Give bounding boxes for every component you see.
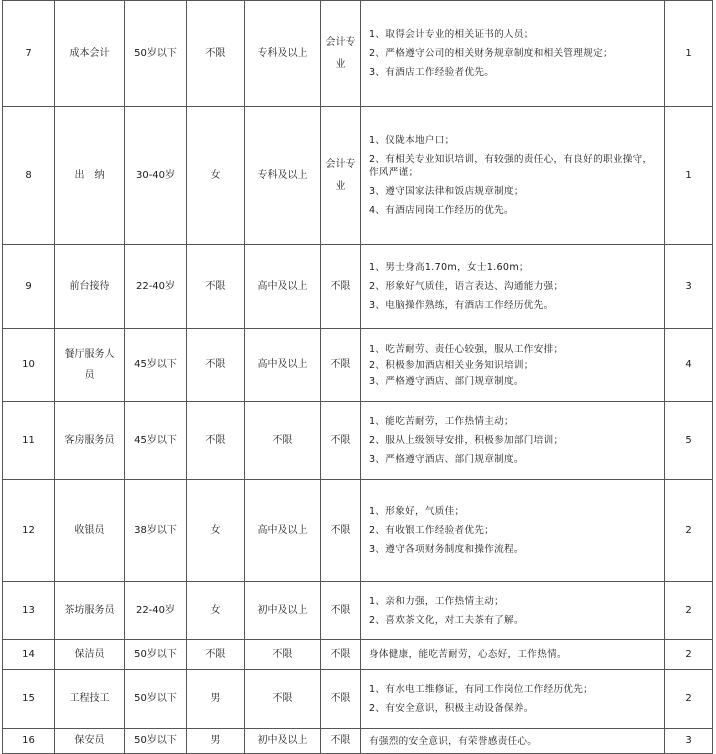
requirement-line: 2、有相关专业知识培训，有较强的责任心，有良好的职业操守，作风严谨； (369, 154, 653, 178)
education: 初中及以上 (245, 729, 321, 754)
gender: 女 (187, 480, 245, 582)
position-name: 成本会计 (55, 1, 125, 107)
requirement-line: 1、形象好，气质佳； (369, 506, 465, 517)
position-name: 收银员 (55, 480, 125, 582)
requirement-line: 2、形象好气质佳，语言表达、沟通能力强； (369, 281, 564, 292)
requirements (361, 1, 665, 107)
requirement-line: 3、有酒店工作经验者优先。 (369, 67, 495, 78)
headcount: 2 (665, 640, 713, 670)
table-row (3, 729, 713, 754)
requirement-line: 1、取得会计专业的相关证书的人员； (369, 29, 534, 40)
requirements (361, 582, 665, 640)
requirements (361, 640, 665, 670)
requirement-line: 1、仪陇本地户口； (369, 135, 455, 146)
major: 不限 (321, 245, 361, 329)
position-name: 出 纳 (55, 107, 125, 245)
education: 不限 (245, 640, 321, 670)
education: 专科及以上 (245, 107, 321, 245)
table-row (3, 402, 713, 480)
requirement-line: 2、喜欢茶文化，对工夫茶有了解。 (369, 614, 524, 626)
gender: 女 (187, 107, 245, 245)
row-number: 10 (3, 329, 55, 402)
headcount: 4 (665, 329, 713, 402)
education: 初中及以上 (245, 582, 321, 640)
requirement-line: 2、服从上级领导安排，积极参加部门培训； (369, 435, 564, 446)
requirement-line: 2、有安全意识，积极主动设备保养。 (369, 703, 534, 714)
position-name: 客房服务员 (55, 402, 125, 480)
table-row (3, 329, 713, 402)
age-limit: 50岁以下 (125, 1, 187, 107)
requirement-line: 1、有水电工维修证，有同工作岗位工作经历优先； (369, 684, 594, 695)
position-name: 保安员 (55, 729, 125, 754)
row-number: 14 (3, 640, 55, 670)
headcount: 1 (665, 107, 713, 245)
position-name: 保洁员 (55, 640, 125, 670)
table-row (3, 1, 713, 107)
education: 不限 (245, 670, 321, 729)
requirements (361, 729, 665, 754)
gender: 不限 (187, 640, 245, 670)
requirement-line: 3、遵守国家法律和饭店规章制度； (369, 186, 524, 197)
gender: 男 (187, 670, 245, 729)
row-number: 16 (3, 729, 55, 754)
major: 不限 (321, 640, 361, 670)
requirement-line: 有强烈的安全意识，有荣誉感责任心。 (369, 735, 538, 747)
requirement-line: 2、积极参加酒店相关业务知识培训； (369, 359, 534, 371)
major: 不限 (321, 402, 361, 480)
education: 高中及以上 (245, 480, 321, 582)
headcount: 2 (665, 582, 713, 640)
age-limit: 22-40岁 (125, 245, 187, 329)
requirement-line: 身体健康，能吃苦耐劳，心态好，工作热情。 (369, 649, 567, 660)
table-row (3, 670, 713, 729)
row-number: 9 (3, 245, 55, 329)
age-limit: 50岁以下 (125, 640, 187, 670)
requirement-line: 2、严格遵守公司的相关财务规章制度和相关管理规定； (369, 48, 613, 59)
major: 不限 (321, 480, 361, 582)
requirements (361, 329, 665, 402)
requirement-line: 1、能吃苦耐劳，工作热情主动； (369, 416, 514, 427)
requirement-line: 1、男士身高1.70m，女士1.60m； (369, 262, 529, 273)
requirements (361, 245, 665, 329)
headcount: 5 (665, 402, 713, 480)
education: 不限 (245, 402, 321, 480)
gender: 不限 (187, 1, 245, 107)
row-number: 7 (3, 1, 55, 107)
age-limit: 50岁以下 (125, 670, 187, 729)
major: 不限 (321, 670, 361, 729)
row-number: 11 (3, 402, 55, 480)
position-name: 茶坊服务员 (55, 582, 125, 640)
requirement-line: 4、有酒店同岗工作经历的优先。 (369, 205, 514, 216)
requirement-line: 1、吃苦耐劳、责任心较强，服从工作安排； (369, 343, 564, 355)
row-number: 12 (3, 480, 55, 582)
requirement-line: 1、亲和力强，工作热情主动； (369, 595, 505, 607)
gender: 女 (187, 582, 245, 640)
major: 会计专业 (321, 107, 361, 245)
age-limit: 50岁以下 (125, 729, 187, 754)
age-limit: 22-40岁 (125, 582, 187, 640)
age-limit: 45岁以下 (125, 329, 187, 402)
position-name: 餐厅服务人员 (55, 329, 125, 402)
headcount: 1 (665, 1, 713, 107)
headcount: 2 (665, 670, 713, 729)
requirement-line: 3、严格遵守酒店、部门规章制度。 (369, 375, 524, 387)
headcount: 3 (665, 245, 713, 329)
headcount: 2 (665, 480, 713, 582)
headcount: 3 (665, 729, 713, 754)
gender: 不限 (187, 245, 245, 329)
requirements (361, 670, 665, 729)
major: 会计专业 (321, 1, 361, 107)
table-row (3, 640, 713, 670)
requirements (361, 402, 665, 480)
gender: 不限 (187, 402, 245, 480)
recruitment-table (2, 0, 713, 754)
requirement-line: 3、电脑操作熟练，有酒店工作经历优先。 (369, 300, 554, 311)
age-limit: 30-40岁 (125, 107, 187, 245)
gender: 男 (187, 729, 245, 754)
table-row (3, 107, 713, 245)
row-number: 13 (3, 582, 55, 640)
table-row (3, 245, 713, 329)
major: 不限 (321, 729, 361, 754)
requirement-line: 2、有收银工作经验者优先； (369, 525, 495, 536)
row-number: 8 (3, 107, 55, 245)
education: 高中及以上 (245, 329, 321, 402)
major: 不限 (321, 329, 361, 402)
requirements (361, 480, 665, 582)
table-row (3, 480, 713, 582)
requirements (361, 107, 665, 245)
requirement-line: 3、严格遵守酒店、部门规章制度。 (369, 454, 524, 465)
education: 专科及以上 (245, 1, 321, 107)
major: 不限 (321, 582, 361, 640)
age-limit: 45岁以下 (125, 402, 187, 480)
position-name: 前台接待 (55, 245, 125, 329)
gender: 不限 (187, 329, 245, 402)
education: 高中及以上 (245, 245, 321, 329)
position-name: 工程技工 (55, 670, 125, 729)
row-number: 15 (3, 670, 55, 729)
age-limit: 38岁以下 (125, 480, 187, 582)
table-row (3, 582, 713, 640)
requirement-line: 3、遵守各项财务制度和操作流程。 (369, 544, 524, 555)
